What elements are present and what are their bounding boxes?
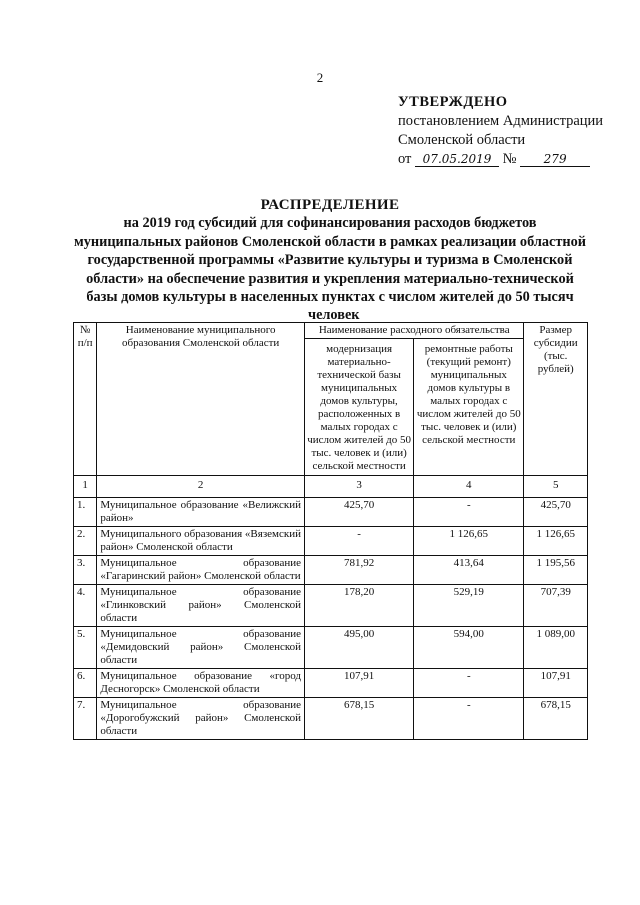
table-row [74,669,588,698]
row-number: 7. [74,698,97,740]
column-index: 1 [74,476,97,498]
row-number: 2. [74,527,97,556]
subsidy-total: 707,39 [524,585,588,627]
row-number: 5. [74,627,97,669]
table-row [74,527,588,556]
column-index: 2 [97,476,305,498]
modernization-amount: 425,70 [305,498,414,527]
municipality-name: Муниципальное образование «Демидовский район» Смоленской области [97,627,305,669]
row-number: 6. [74,669,97,698]
approval-block [398,93,603,169]
column-index: 5 [524,476,588,498]
document-subtitle-end: человек [308,307,360,324]
header-expense-obligation: Наименование расходного обязательства [305,323,524,339]
header-subsidy-size: Размер субсидии (тыс. рублей) [524,323,588,476]
approval-title: УТВЕРЖДЕНО [398,94,508,110]
header-modernization: модернизация материально-технической базы муниципальных домов культуры, расположенных в малых городах с числом жителей до 50 тыс. человек и (или) сельской местности [305,339,414,476]
municipality-name: Муниципального образования «Вяземский район» Смоленской области [97,527,305,556]
municipality-name: Муниципальное образование «Велижский район» [97,498,305,527]
modernization-amount: - [305,527,414,556]
handwritten-number: 279 [520,152,590,167]
row-number: 3. [74,556,97,585]
column-index: 4 [414,476,524,498]
header-municipality: Наименование муниципального образования Смоленской области [97,323,305,476]
table-row [74,627,588,669]
row-number: 4. [74,585,97,627]
table-row [74,698,588,740]
row-number: 1. [74,498,97,527]
subsidy-total: 1 126,65 [524,527,588,556]
table-header-row [74,323,588,339]
repair-amount: - [414,698,524,740]
subsidy-total: 678,15 [524,698,588,740]
distribution-table [73,322,588,740]
modernization-amount: 107,91 [305,669,414,698]
document-title: РАСПРЕДЕЛЕНИЕ [260,197,400,213]
repair-amount: 1 126,65 [414,527,524,556]
modernization-amount: 178,20 [305,585,414,627]
approval-line-3: Смоленской области [398,132,526,148]
modernization-amount: 781,92 [305,556,414,585]
date-prefix: от [398,151,412,167]
page-number: 2 [316,70,324,85]
header-number: № п/п [74,323,97,476]
municipality-name: Муниципальное образование «город Десногорск» Смоленской области [97,669,305,698]
municipality-name: Муниципальное образование «Глинковский район» Смоленской области [97,585,305,627]
approval-date-line [398,150,603,169]
repair-amount: - [414,498,524,527]
subsidy-total: 1 089,00 [524,627,588,669]
modernization-amount: 678,15 [305,698,414,740]
table-row [74,498,588,527]
modernization-amount: 495,00 [305,627,414,669]
column-index-row [74,476,588,498]
approval-line-2: постановлением Администрации [398,113,604,129]
subsidy-total: 107,91 [524,669,588,698]
header-repair: ремонтные работы (текущий ремонт) муниципальных домов культуры в малых городах с числом жителей до 50 тыс. человек и (или) сельской местности [414,339,524,476]
repair-amount: - [414,669,524,698]
column-index: 3 [305,476,414,498]
subsidy-total: 1 195,56 [524,556,588,585]
municipality-name: Муниципальное образование «Гагаринский район» Смоленской области [97,556,305,585]
table-row [74,585,588,627]
municipality-name: Муниципальное образование «Дорогобужский район» Смоленской области [97,698,305,740]
repair-amount: 529,19 [414,585,524,627]
repair-amount: 594,00 [414,627,524,669]
handwritten-date: 07.05.2019 [415,152,499,167]
number-sign: № [502,151,517,167]
document-subtitle: на 2019 год субсидий для софинансирования расходов бюджетов муниципальных районов Смоленской области в рамках реализации областной государственной программы «Развитие культуры и туризма в Смоленской области» на обеспечение развития и укрепления материально-технической базы домов культуры в населенных пунктах с числом жителей до 50 тысяч [73,215,587,306]
repair-amount: 413,64 [414,556,524,585]
table-row [74,556,588,585]
document-heading [70,196,590,325]
subsidy-total: 425,70 [524,498,588,527]
